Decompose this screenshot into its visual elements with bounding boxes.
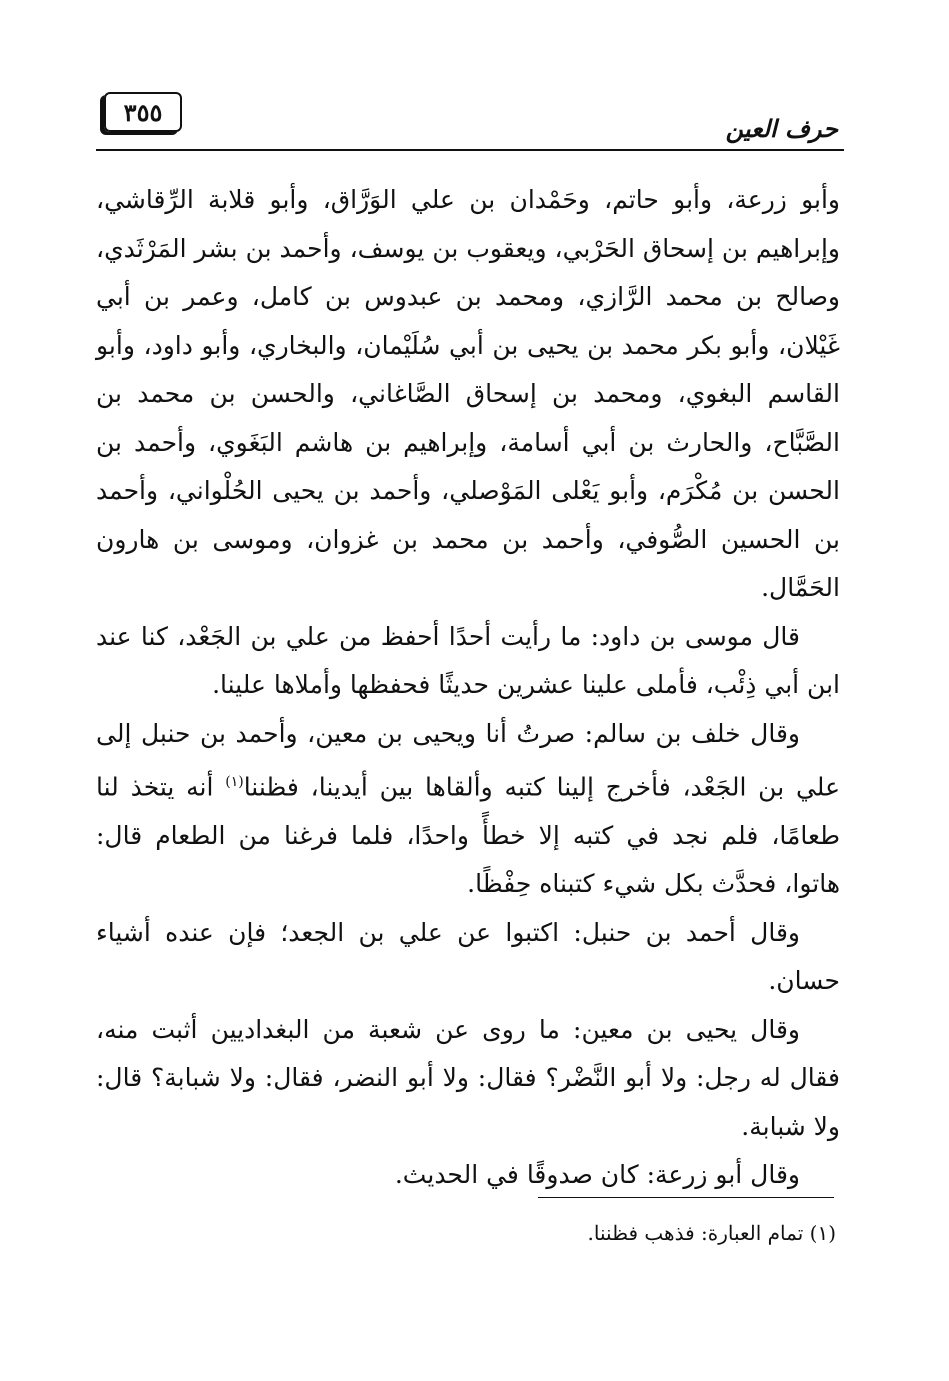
paragraph-ahmad-ibn-hanbal: وقال أحمد بن حنبل: اكتبوا عن علي بن الجعد؛ فإن عنده أشياء حسان. (96, 917, 840, 996)
paragraph-text: أنه يتخذ لنا طعامًا، فلم نجد في كتبه إلا خطأً واحدًا، فلما فرغنا من الطعام قال: هاتوا، فحدَّث بكل شيء كتبناه حِفْظًا. (96, 772, 840, 899)
paragraph-text: وقال خلف بن سالم: صرتُ أنا ويحيى بن معين، وأحمد بن حنبل إلى علي بن الجَعْد، فأخرج إلينا كتبه وألقاها بين أيدينا، فظننا (96, 718, 840, 802)
page-header (96, 88, 844, 150)
footnote-divider (538, 1197, 834, 1198)
header-divider (96, 149, 844, 151)
footnote-text: تمام العبارة: فذهب فظننا. (587, 1221, 804, 1245)
page-number: ٣٥٥ (104, 92, 182, 132)
footnote (96, 1218, 836, 1248)
paragraph-khalaf-ibn-salim (96, 710, 840, 909)
footnote-reference[interactable]: (١) (225, 774, 244, 790)
paragraph-musa-ibn-dawud: قال موسى بن داود: ما رأيت أحدًا أحفظ من علي بن الجَعْد، كنا عند ابن أبي ذِئْب، فأملى علينا عشرين حديثًا فحفظها وأملاها علينا. (96, 621, 840, 699)
running-title: حرف العين (725, 114, 838, 143)
paragraph-narrators: وأبو زرعة، وأبو حاتم، وحَمْدان بن علي الوَرَّاق، وأبو قلابة الرِّقاشي، وإبراهيم بن إسحاق الحَرْبي، ويعقوب بن يوسف، وأحمد بن بشر المَرْثَدي، وصالح بن محمد الرَّازي، ومحمد بن عبدوس بن كامل، وعمر بن أبي غَيْلان، وأبو بكر محمد بن يحيى بن أبي سُلَيْمان، والبخاري، وأبو داود، وأبو القاسم البغوي، ومحمد بن إسحاق الصَّاغاني، والحسن بن محمد بن الصَّبَّاح، والحارث بن أبي أسامة، وإبراهيم بن هاشم البَغَوي، وأحمد بن الحسن بن مُكْرَم، وأبو يَعْلى المَوْصلي، وأحمد بن يحيى الحُلْواني، وأحمد بن الحسين الصُّوفي، وأحمد بن محمد بن غزوان، وموسى بن هارون الحَمَّال. (96, 185, 840, 602)
paragraph-abu-zura: وقال أبو زرعة: كان صدوقًا في الحديث. (394, 1160, 800, 1190)
main-text (96, 176, 840, 1200)
footnote-marker: (١) (809, 1221, 836, 1245)
paragraph-yahya-ibn-main: وقال يحيى بن معين: ما روى عن شعبة من البغداديين أثبت منه، فقال له رجل: ولا أبو النَّضْر؟ فقال: ولا أبو النضر، فقال: ولا شبابة؟ قال: ولا شبابة. (96, 1014, 840, 1141)
